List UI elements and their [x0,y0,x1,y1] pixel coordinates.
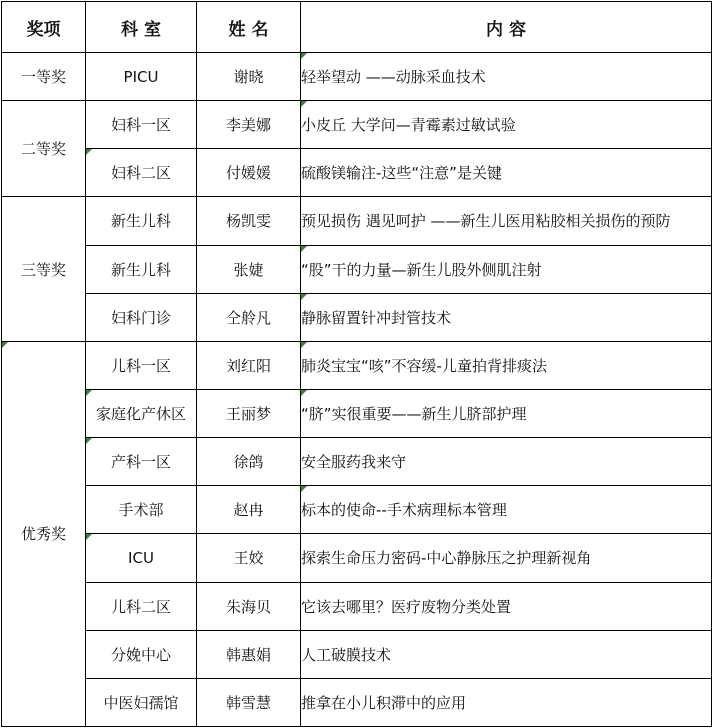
award-level-cell: 优秀奖 [2,341,86,726]
table-row [2,486,712,534]
name-cell: 杨凯雯 [197,197,301,245]
dept-cell: 妇科门诊 [86,293,197,341]
name-cell: 张婕 [197,245,301,293]
content-cell: 推拿在小儿积滞中的应用 [301,678,712,726]
name-cell: 谢晓 [197,53,301,101]
table-row [2,678,712,726]
award-level-cell: 三等奖 [2,197,86,341]
table-row [2,582,712,630]
header-dept: 科 室 [86,2,197,53]
header-row [2,2,712,53]
dept-cell: PICU [86,53,197,101]
name-cell: 仝舲凡 [197,293,301,341]
content-cell: 安全服药我来守 [301,438,712,486]
dept-cell: 儿科二区 [86,582,197,630]
name-cell: 赵冉 [197,486,301,534]
award-level-cell: 二等奖 [2,101,86,197]
table-row [2,149,712,197]
table-row [2,341,712,389]
content-cell: 标本的使命--手术病理标本管理 [301,486,712,534]
dept-cell: 产科一区 [86,438,197,486]
content-cell: 轻举望动 ——动脉采血技术 [301,53,712,101]
content-cell: 硫酸镁输注-这些“注意”是关键 [301,149,712,197]
name-cell: 付媛媛 [197,149,301,197]
name-cell: 韩惠娟 [197,630,301,678]
table-row [2,245,712,293]
dept-cell: 妇科二区 [86,149,197,197]
content-cell: 静脉留置针冲封管技术 [301,293,712,341]
table-row [2,101,712,149]
dept-cell: 儿科一区 [86,341,197,389]
name-cell: 朱海贝 [197,582,301,630]
dept-cell: 妇科一区 [86,101,197,149]
name-cell: 王丽梦 [197,389,301,437]
name-cell: 李美娜 [197,101,301,149]
content-cell: “脐”实很重要——新生儿脐部护理 [301,389,712,437]
content-cell: 肺炎宝宝“咳”不容缓-儿童拍背排痰法 [301,341,712,389]
table-row [2,389,712,437]
header-name: 姓 名 [197,2,301,53]
table-row [2,630,712,678]
award-level-cell: 一等奖 [2,53,86,101]
dept-cell: 新生儿科 [86,197,197,245]
name-cell: 徐鸽 [197,438,301,486]
awards-table [1,1,712,727]
dept-cell: 分娩中心 [86,630,197,678]
header-content: 内 容 [301,2,712,53]
header-award: 奖项 [2,2,86,53]
name-cell: 刘红阳 [197,341,301,389]
dept-cell: 新生儿科 [86,245,197,293]
dept-cell: ICU [86,534,197,582]
name-cell: 韩雪慧 [197,678,301,726]
table-row [2,293,712,341]
dept-cell: 家庭化产休区 [86,389,197,437]
content-cell: 它该去哪里？医疗废物分类处置 [301,582,712,630]
content-cell: 探索生命压力密码-中心静脉压之护理新视角 [301,534,712,582]
content-cell: 人工破膜技术 [301,630,712,678]
table-row [2,438,712,486]
dept-cell: 中医妇孺馆 [86,678,197,726]
table-row [2,197,712,245]
dept-cell: 手术部 [86,486,197,534]
content-cell: “股”干的力量—新生儿股外侧肌注射 [301,245,712,293]
content-cell: 预见损伤 遇见呵护 ——新生儿医用粘胶相关损伤的预防 [301,197,712,245]
table-row [2,534,712,582]
table-row [2,53,712,101]
content-cell: 小皮丘 大学问—青霉素过敏试验 [301,101,712,149]
name-cell: 王姣 [197,534,301,582]
